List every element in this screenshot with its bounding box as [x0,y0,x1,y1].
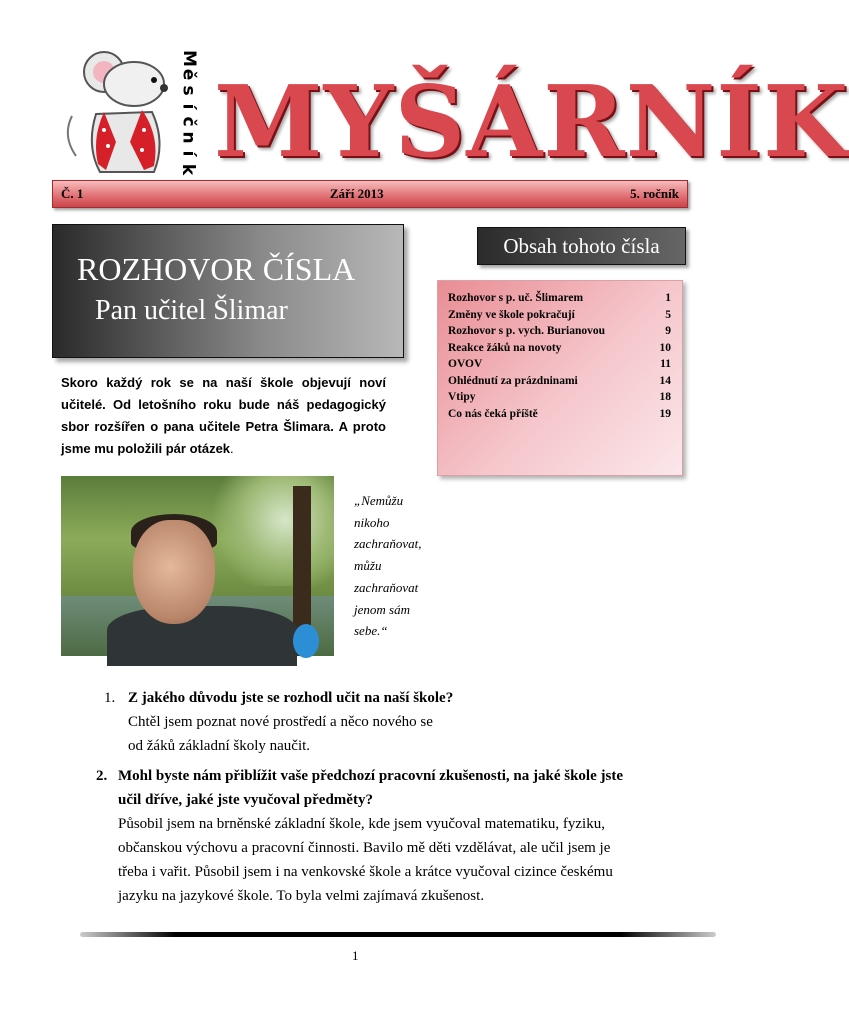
toc-item[interactable]: Co nás čeká příště 19 [448,407,671,420]
headline-subtitle: Pan učitel Šlimar [95,295,288,326]
toc-item[interactable]: OVOV 11 [448,358,671,370]
qa-answer-line: občanskou výchovu a pracovní činnosti. Bavilo mě děti vzdělávat, ale učil jsem je [118,840,611,856]
headline-box [52,224,404,358]
toc-item[interactable]: Ohlédnutí za prázdninami 14 [448,374,671,387]
headline-title: ROZHOVOR ČÍSLA [77,251,356,287]
toc-item[interactable]: Vtipy 18 [448,391,671,403]
issue-volume: 5. ročník [630,186,679,201]
vertical-logo-mesicnik: M ě s í č n í k [178,50,199,176]
toc-title: Obsah tohoto čísla [477,227,686,265]
qa-question: Z jakého důvodu jste se rozhodl učit na naší škole? [128,690,454,706]
qa-answer-line: Chtěl jsem poznat nové prostředí a něco nového se [128,714,433,730]
toc-item[interactable]: Reakce žáků na novoty 10 [448,341,671,354]
page-number: 1 [352,948,359,963]
qa-number: 2. [96,768,108,784]
issue-number: Č. 1 [61,186,84,201]
toc-item[interactable]: Změny ve škole pokračují 5 [448,308,671,321]
issue-date: Září 2013 [329,186,384,201]
table-of-contents [437,280,683,476]
qa-number: 1. [104,690,116,706]
intro-paragraph: Skoro každý rok se na naší škole objevují noví učitelé. Od letošního roku bude náš pedagogický sbor rozšířen o pana učitele Petra Šlimara. A proto jsme mu položili pár otázek. [61,375,386,456]
qa-answer-line: jazyku na jazykové škole. To byla velmi zajímavá zkušenost. [118,888,485,904]
qa-question: učil dříve, jaké jste vyučoval předměty? [118,792,373,808]
portrait-photo [61,476,334,656]
toc-item[interactable]: Rozhovor s p. vych. Burianovou 9 [448,325,671,337]
qa-answer-line: třeba i vařit. Působil jsem i na venkovské škole a krátce vyučoval cizince českému [118,864,613,880]
masthead-title: MYŠÁRNÍK [214,65,849,180]
issue-bar [52,180,688,208]
pull-quote: „Nemůžu nikoho zachraňovat, můžu zachraňovat jenom sám sebe.“ [354,493,422,639]
qa-answer-line: Působil jsem na brněnské základní škole, kde jsem vyučoval matematiku, fyziku, [118,816,605,832]
toc-item[interactable]: Rozhovor s p. uč. Šlimarem 1 [448,292,671,304]
qa-question: Mohl byste nám přiblížit vaše předchozí pracovní zkušenosti, na jaké škole jste [118,768,623,784]
qa-answer-line: od žáků základní školy naučit. [128,738,311,754]
footer-divider [80,932,716,937]
